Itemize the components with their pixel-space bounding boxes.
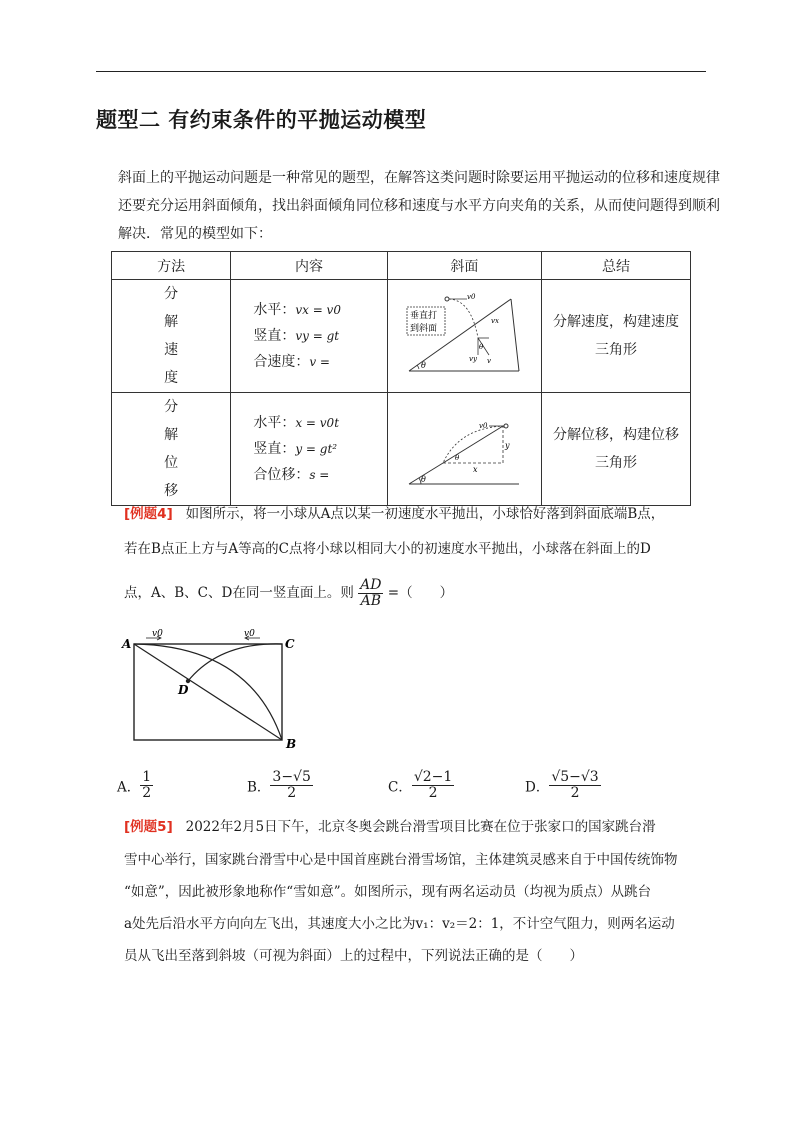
- svg-text:v: v: [487, 357, 492, 365]
- content-cell: [231, 280, 387, 393]
- header-content: 内容: [231, 252, 387, 280]
- intro-line: 斜面上的平抛运动问题是一种常见的题型，在解答这类问题时除要运用平抛运动的位移和速度规律: [118, 170, 720, 186]
- svg-text:y: y: [505, 441, 510, 450]
- intro-paragraph: [118, 164, 718, 248]
- svg-text:v0: v0: [244, 629, 255, 639]
- slope-diagram-cell: [387, 393, 541, 506]
- table-row: [112, 393, 691, 506]
- example5-tag: [例题5]: [124, 819, 173, 835]
- intro-line: 还要充分运用斜面倾角，找出斜面倾角同位移和速度与水平方向夹角的关系，从而使问题得到顺利: [118, 198, 720, 214]
- header-method: 方法: [112, 252, 231, 280]
- ratio-fraction: $\frac{AD}{AB}$: [360, 577, 382, 609]
- table-header-row: [112, 252, 691, 280]
- model-table: [111, 251, 691, 506]
- option-c[interactable]: C． $\frac{√2-1}{2}$: [388, 769, 453, 801]
- example4-line: [例题4] 如图所示，将一小球从A点以某一初速度水平抛出，小球恰好落到斜面底端B点，: [124, 506, 665, 522]
- formula-line: 合位移：s =: [253, 467, 330, 483]
- svg-text:B: B: [286, 737, 297, 751]
- svg-text:vx: vx: [491, 317, 500, 325]
- example4-tag: [例题4]: [124, 506, 173, 522]
- svg-text:垂直打: 垂直打: [410, 311, 438, 321]
- formula-line: 竖直：vy = gt: [253, 328, 340, 344]
- summary-cell: 分解速度，构建速度 三角形: [542, 280, 691, 393]
- formula-line: 水平：x = v0t: [253, 415, 340, 431]
- svg-text:θ: θ: [421, 361, 427, 370]
- example5-line: 雪中心举行，国家跳台滑雪中心是中国首座跳台滑雪场馆，主体建筑灵感来自于中国传统饰物: [124, 852, 678, 868]
- displacement-decomposition-diagram: [399, 404, 529, 494]
- example5-line: [例题5] 2022年2月5日下午，北京冬奥会跳台滑雪项目比赛在位于张家口的国家跳台滑: [124, 819, 656, 835]
- velocity-decomposition-diagram: [399, 291, 529, 381]
- formula-line: 合速度：v =: [253, 354, 330, 370]
- example5-line: 员从飞出至落到斜坡（可视为斜面）上的过程中，下列说法正确的是（ ）: [124, 948, 583, 964]
- method-cell: 分 解 位 移: [112, 393, 231, 506]
- svg-text:θ: θ: [421, 475, 427, 484]
- formula-line: 水平：vx = v0: [253, 302, 341, 318]
- svg-text:v0: v0: [152, 629, 163, 639]
- svg-text:θ: θ: [455, 454, 460, 462]
- svg-text:v0: v0: [467, 293, 476, 301]
- option-b[interactable]: B． $\frac{3-√5}{2}$: [247, 769, 311, 801]
- header-summary: 总结: [542, 252, 691, 280]
- example5-line: a处先后沿水平方向向左飞出，其速度大小之比为v₁：v₂＝2：1，不计空气阻力，则两名运动: [124, 916, 675, 932]
- svg-text:到斜面: 到斜面: [410, 324, 438, 334]
- example4-figure: [120, 626, 305, 751]
- svg-text:vy: vy: [469, 355, 478, 363]
- section-heading: 题型二 有约束条件的平抛运动模型: [96, 108, 427, 132]
- table-row: [112, 280, 691, 393]
- summary-cell: 分解位移，构建位移 三角形: [542, 393, 691, 506]
- slope-diagram-cell: [387, 280, 541, 393]
- svg-text:x: x: [473, 465, 478, 474]
- top-rule: [96, 71, 706, 72]
- svg-text:θ: θ: [479, 343, 484, 351]
- formula-line: 竖直：y = gt²: [253, 441, 338, 457]
- svg-text:A: A: [122, 637, 132, 651]
- option-d[interactable]: D． $\frac{√5-√3}{2}$: [525, 769, 599, 801]
- example4-line: 若在B点正上方与A等高的C点将小球以相同大小的初速度水平抛出，小球落在斜面上的D: [124, 541, 651, 557]
- svg-text:v0: v0: [479, 422, 488, 430]
- option-a[interactable]: A． $\frac{1}{2}$: [117, 769, 152, 801]
- example5-line: “如意”，因此被形象地称作“雪如意”。如图所示，现有两名运动员（均视为质点）从跳台: [124, 884, 652, 900]
- header-slope: 斜面: [387, 252, 541, 280]
- content-cell: [231, 393, 387, 506]
- svg-text:C: C: [285, 637, 295, 651]
- example4-line: 点，A、B、C、D在同一竖直面上。则 $\frac{AD}{AB}$ =（ ）: [124, 577, 454, 609]
- svg-text:D: D: [178, 683, 189, 697]
- method-cell: 分 解 速 度: [112, 280, 231, 393]
- intro-line: 解决．常见的模型如下：: [118, 226, 272, 242]
